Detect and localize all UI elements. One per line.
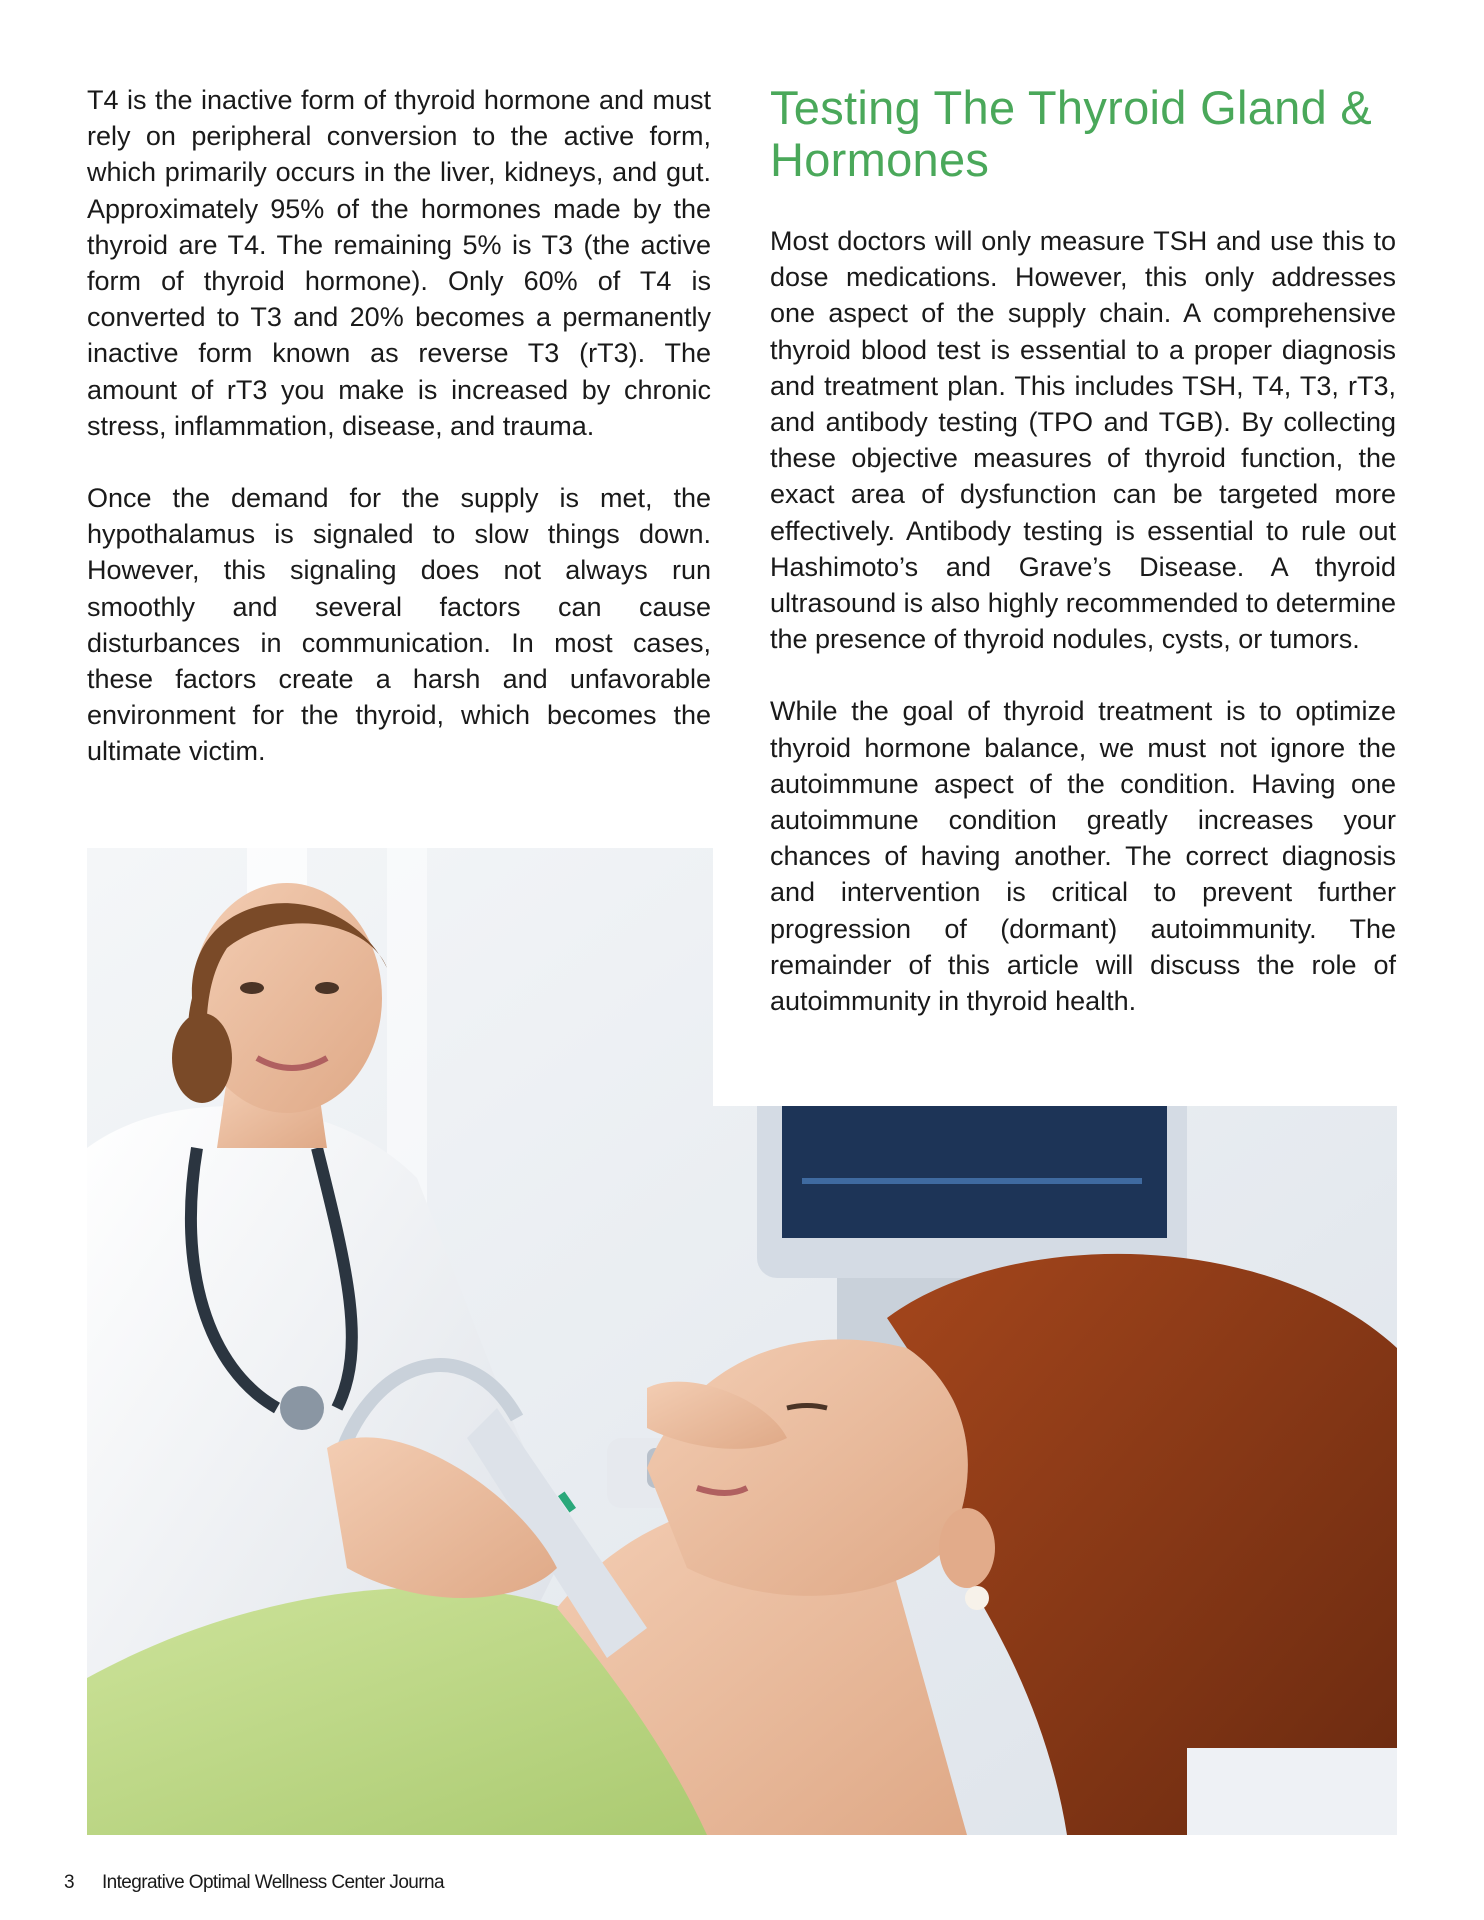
page-footer	[64, 1872, 444, 1894]
body-paragraph-autoimmunity: While the goal of thyroid treatment is to optimize thyroid hormone balance, we must not ignore the autoimmune aspect of the condition. Having one autoimmune condition greatly increases your chances of having another. The correct diagnosis and intervention is critical to prevent further progression of (dormant) autoimmunity. The remainder of this article will discuss the role of autoimmunity in thyroid health.	[770, 696, 1396, 1017]
page-number: 3	[64, 1872, 74, 1893]
body-paragraph-testing: Most doctors will only measure TSH and use this to dose medications. However, this only addresses one aspect of the supply chain. A comprehensive thyroid blood test is essential to a proper diagnosis and treatment plan. This includes TSH, T4, T3, rT3, and antibody testing (TPO and TGB). By collecting these objective measures of thyroid function, the exact area of dysfunction can be targeted more effectively. Antibody testing is essential to rule out Hashimoto’s and Grave’s Disease. A thyroid ultrasound is also highly recommended to determine the presence of thyroid nodules, cysts, or tumors.	[770, 226, 1396, 655]
section-title: Testing The Thyroid Gland & Hormones	[770, 81, 1373, 186]
journal-name: Integrative Optimal Wellness Center Journa	[101, 1872, 444, 1893]
body-paragraph-hypothalamus: Once the demand for the supply is met, the hypothalamus is signaled to slow things down. However, this signaling does not always run smoothly and several factors can cause disturbances in communication. In most cases, these factors create a harsh and unfavorable environment for the thyroid, which becomes the ultimate victim.	[87, 483, 711, 767]
right-column	[770, 82, 1396, 1019]
body-paragraph-t4: T4 is the inactive form of thyroid hormone and must rely on peripheral conversion to the active form, which primarily occurs in the liver, kidneys, and gut. Approximately 95% of the hormones made by the thyroid are T4. The remaining 5% is T3 (the active form of thyroid hormone). Only 60% of T4 is converted to T3 and 20% becomes a permanently inactive form known as reverse T3 (rT3). The amount of rT3 you make is increased by chronic stress, inflammation, disease, and trauma.	[87, 85, 711, 441]
left-column	[87, 82, 711, 770]
